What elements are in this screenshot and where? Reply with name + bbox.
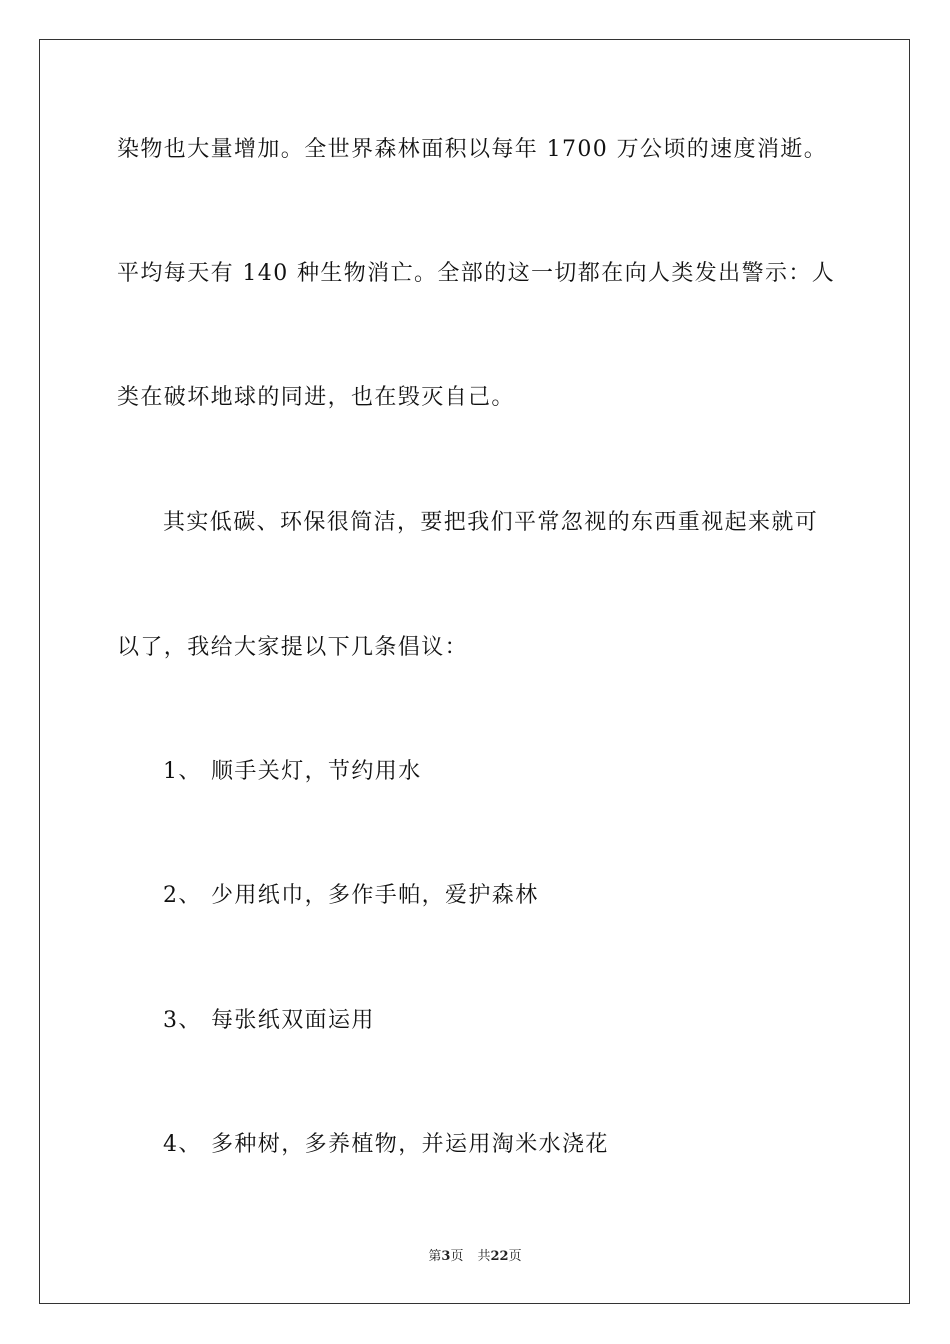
- paragraph-line: 染物也大量增加。全世界森林面积以每年 1700 万公顷的速度消逝。: [117, 137, 828, 162]
- total-prefix: 共: [477, 1249, 491, 1264]
- list-item-text: 少用纸巾，多作手帕，爱护森林: [211, 883, 539, 908]
- paragraph-line: 以了，我给大家提以下几条倡议：: [117, 635, 469, 660]
- list-item-number: 3、: [163, 1008, 202, 1033]
- page-border: [39, 39, 910, 1304]
- list-item: [163, 881, 539, 911]
- list-item-text: 顺手关灯，节约用水: [211, 759, 422, 784]
- list-item-number: 2、: [163, 883, 202, 908]
- page-prefix: 第: [428, 1249, 442, 1264]
- paragraph-line: 平均每天有 140 种生物消亡。全部的这一切都在向人类发出警示：人: [117, 261, 836, 286]
- list-item: [163, 1130, 609, 1160]
- total-page-count: 22: [490, 1249, 509, 1264]
- current-page-number: 3: [441, 1249, 451, 1264]
- paragraph-line: 类在破坏地球的同进，也在毁灭自己。: [117, 385, 515, 410]
- page-suffix: 页: [450, 1249, 464, 1264]
- page-footer: [0, 1248, 950, 1266]
- list-item-text: 每张纸双面运用: [211, 1008, 375, 1033]
- list-item-text: 多种树，多养植物，并运用淘米水浇花: [211, 1132, 609, 1157]
- total-suffix: 页: [508, 1249, 522, 1264]
- list-item-number: 1、: [163, 759, 202, 784]
- paragraph-line: 其实低碳、环保很简洁，要把我们平常忽视的东西重视起来就可: [163, 510, 819, 535]
- list-item: [163, 1006, 375, 1036]
- list-item: [163, 757, 422, 787]
- list-item-number: 4、: [163, 1132, 202, 1157]
